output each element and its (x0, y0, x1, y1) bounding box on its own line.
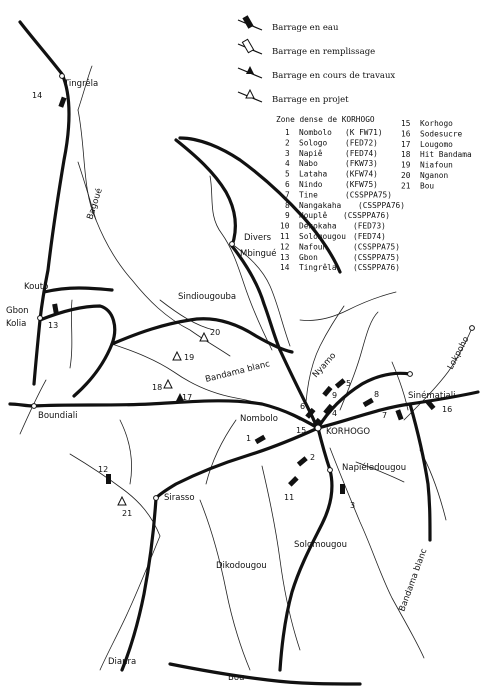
river-label-lokpoho: Lokpoho (445, 335, 472, 372)
road-boundiali-west (10, 404, 34, 406)
river-ne (300, 292, 396, 321)
place-label-sirasso: Sirasso (164, 493, 195, 503)
town-marker (60, 74, 65, 79)
zone-item-number: 19 (401, 160, 411, 170)
dam-number: 1 (246, 434, 252, 443)
place-label-divers: Divers (244, 233, 272, 243)
legend-item-dam-in-water (238, 15, 339, 33)
zone-item-ref: (CSSPPA76) (343, 211, 390, 221)
zone-title: Zone dense de KORHOGO (276, 115, 375, 124)
zone-item-name: Bou (420, 181, 435, 191)
zone-item-ref: (FED74) (353, 232, 386, 241)
zone-list-item (285, 211, 390, 220)
road-sirasso-south (122, 498, 156, 670)
zone-item-number: 10 (280, 221, 290, 231)
river-east-trib2 (392, 362, 408, 410)
zone-item-ref: (CSSPPA75) (353, 252, 400, 262)
zone-list-item (401, 150, 472, 159)
zone-item-name: Lougomo (420, 139, 453, 149)
place-label-boundiali: Boundiali (38, 411, 78, 421)
river-center-s (262, 466, 300, 650)
place-label-napieledougou: Napiéledougou (342, 463, 407, 473)
dam-planned-icon (200, 333, 208, 341)
zone-item-name: Nafoun (299, 242, 328, 252)
zone-item-ref: (CSSPPA76) (353, 263, 400, 273)
town-marker (328, 468, 333, 473)
river-label-bandama-south: Bandama blanc (397, 547, 430, 614)
dam-number: 3 (350, 501, 356, 510)
dam-planned-icon (246, 90, 254, 98)
zone-item-name: Nouplê (299, 211, 328, 221)
dam-planned-icon (164, 380, 172, 388)
zone-item-number: 17 (401, 139, 411, 149)
road-korhogo-sirasso (156, 428, 318, 498)
zone-item-ref: (FKW73) (345, 159, 378, 169)
dam-number: 17 (182, 393, 193, 402)
zone-item-name: Solomougou (299, 232, 346, 241)
zone-item-name: Nangakaha (299, 200, 342, 210)
zone-item-number: 16 (401, 129, 411, 139)
place-label-dianra: Dianra (108, 657, 137, 667)
dam-in-water-icon (106, 474, 111, 484)
zone-list-item (285, 190, 392, 199)
river-bandama-south (330, 448, 424, 658)
zone-item-number: 18 (401, 150, 411, 160)
zone-item-name: Dékokaha (299, 221, 337, 231)
zone-list-item (285, 170, 378, 179)
legend-label: Barrage en projet (272, 95, 349, 105)
zone-list-item (401, 119, 453, 128)
town-marker (230, 242, 235, 247)
zone-list-item (285, 138, 378, 147)
place-label-sinematiali: Sinématiali (408, 391, 456, 401)
zone-item-number: 6 (285, 180, 290, 189)
dam-number: 13 (48, 321, 59, 330)
zone-item-number: 14 (280, 263, 290, 273)
dam-number: 14 (32, 91, 43, 100)
dam-planned-icon (118, 497, 126, 505)
river-label-nyamo: Nyamo (310, 350, 339, 381)
river-sw-3 (200, 500, 250, 670)
road-divers (176, 140, 235, 246)
dam-filling-icon (242, 39, 253, 52)
dam-number: 12 (98, 465, 109, 474)
zone-list-item (280, 253, 400, 262)
dam-number: 5 (346, 379, 352, 388)
place-label-bou: Bou (228, 673, 245, 683)
dam-under-construction-icon (246, 66, 254, 74)
dam-number: 19 (184, 353, 195, 362)
dam-number: 8 (374, 390, 380, 399)
dam-number: 18 (152, 383, 163, 392)
legend-item-dam-construction (238, 66, 395, 81)
dam-in-water-icon (52, 304, 59, 315)
zone-list-item (280, 242, 400, 251)
dam-number: 11 (284, 493, 295, 502)
dam-number: 21 (122, 509, 133, 518)
dam-in-water-icon (255, 435, 266, 444)
zone-item-number: 9 (285, 211, 290, 221)
zone-item-name: Nindo (299, 180, 323, 189)
zone-list-item (285, 201, 405, 210)
legend-label: Barrage en cours de travaux (272, 71, 396, 81)
dam-number: 7 (382, 411, 388, 420)
zone-item-ref: (KFW74) (345, 169, 378, 179)
dam-in-water-icon (363, 398, 374, 407)
zone-item-number: 20 (401, 171, 411, 180)
zone-item-number: 1 (285, 128, 290, 137)
zone-item-ref: (K FW71) (345, 128, 383, 137)
road-west-link (44, 288, 112, 292)
zone-item-ref: (FED73) (353, 221, 386, 231)
place-label-tingrela: Tingrêla (64, 79, 99, 89)
zone-item-name: Tingrêla (299, 263, 337, 273)
river-north-trib (210, 176, 272, 350)
zone-item-ref: (CSSPPA76) (358, 200, 405, 210)
zone-item-name: Korhogo (420, 119, 453, 128)
zone-list-item (401, 129, 463, 138)
zone-item-ref: (CSSPPA75) (353, 242, 400, 252)
zone-list (276, 115, 472, 272)
zone-list-item (401, 171, 448, 180)
zone-column-2 (401, 119, 472, 190)
place-label-korhogo: KORHOGO (326, 427, 371, 437)
zone-item-ref: (FED74) (345, 148, 378, 158)
dam-in-water-icon (297, 456, 308, 466)
dam-planned-icon (173, 352, 181, 360)
dam-in-water-icon (395, 409, 403, 420)
town-marker (315, 425, 321, 431)
zone-list-item (280, 232, 386, 241)
place-label-mbingue: Mbingué (240, 249, 277, 259)
zone-item-number: 2 (285, 138, 290, 148)
dam-number: 15 (296, 426, 307, 435)
zone-item-number: 15 (401, 119, 411, 128)
zone-item-name: Gbon (299, 252, 318, 262)
zone-item-number: 12 (280, 242, 290, 252)
zone-item-number: 11 (280, 232, 290, 241)
zone-item-number: 5 (285, 169, 290, 179)
dam-number: 9 (332, 391, 338, 400)
zone-item-number: 21 (401, 181, 411, 191)
dam-number: 16 (442, 405, 453, 414)
legend-label: Barrage en eau (272, 23, 339, 33)
zone-item-number: 7 (285, 190, 290, 200)
dam-number: 2 (310, 453, 316, 462)
legend (238, 15, 395, 105)
zone-item-number: 4 (285, 159, 290, 169)
legend-item-dam-filling (238, 39, 375, 57)
dam-in-water-icon (335, 378, 346, 388)
dam-number-labels (32, 91, 452, 518)
place-label-kouto: Kouto (24, 282, 49, 292)
place-label-kolia: Kolia (6, 319, 27, 329)
road-ne-sinematiali (318, 373, 410, 428)
legend-label: Barrage en remplissage (272, 47, 376, 57)
zone-item-ref: (FED72) (345, 138, 378, 148)
zone-list-item (401, 181, 434, 190)
town-marker (38, 316, 43, 321)
dam-number: 6 (300, 402, 306, 411)
river-label-bagoue: Bagoué (85, 187, 105, 221)
zone-item-name: Tine (299, 190, 318, 200)
zone-item-name: Niafoun (420, 160, 453, 170)
zone-list-item (280, 222, 386, 231)
town-marker (32, 404, 37, 409)
zone-item-name: Napiê (299, 148, 323, 158)
legend-item-dam-planned (238, 90, 349, 105)
river-mid-s (206, 420, 236, 484)
road-bou-south (170, 664, 360, 684)
zone-item-name: Hit Bandama (420, 150, 472, 160)
town-marker (154, 496, 159, 501)
dam-in-water-icon (288, 476, 299, 487)
river-sw-1 (70, 454, 160, 536)
zone-item-name: Sodesucre (420, 129, 463, 139)
zone-column-1 (280, 128, 405, 272)
zone-list-item (285, 149, 378, 158)
dam-number: 20 (210, 328, 221, 337)
zone-list-item (285, 128, 383, 137)
town-marker (470, 326, 475, 331)
zone-item-name: Lataha (299, 169, 328, 179)
place-label-nombolo: Nombolo (240, 414, 278, 424)
zone-item-number: 3 (285, 148, 290, 158)
zone-list-item (401, 161, 453, 170)
zone-item-number: 8 (285, 200, 290, 210)
road-gbon-ring (40, 306, 115, 396)
dam-markers (52, 97, 435, 505)
zone-item-name: Nganon (420, 171, 449, 180)
place-label-sindiougouba: Sindiougouba (178, 292, 237, 302)
place-label-dikodougou: Dikodougou (216, 561, 267, 571)
dam-in-water-icon (322, 386, 332, 397)
dam-in-water-icon (58, 97, 66, 108)
zone-item-name: Nabo (299, 159, 318, 169)
river-label-bandama-blanc: Bandama blanc (204, 359, 272, 385)
zone-item-ref: (CSSPPA75) (345, 190, 392, 200)
place-label-gbon: Gbon (6, 306, 29, 316)
town-marker (408, 372, 413, 377)
zone-list-item (285, 180, 378, 189)
dam-in-water-icon (340, 484, 345, 494)
zone-item-name: Nombolo (299, 128, 332, 137)
road-south-east (410, 404, 430, 540)
zone-list-item (401, 140, 453, 149)
zone-list-item (285, 159, 378, 168)
place-labels (6, 78, 456, 683)
zone-item-number: 13 (280, 252, 290, 262)
place-label-solomougou: Solomougou (294, 540, 348, 550)
dam-number: 4 (332, 409, 338, 418)
zone-item-ref: (KFW75) (345, 180, 378, 189)
zone-item-name: Sologo (299, 138, 328, 148)
river-w2 (120, 420, 132, 484)
